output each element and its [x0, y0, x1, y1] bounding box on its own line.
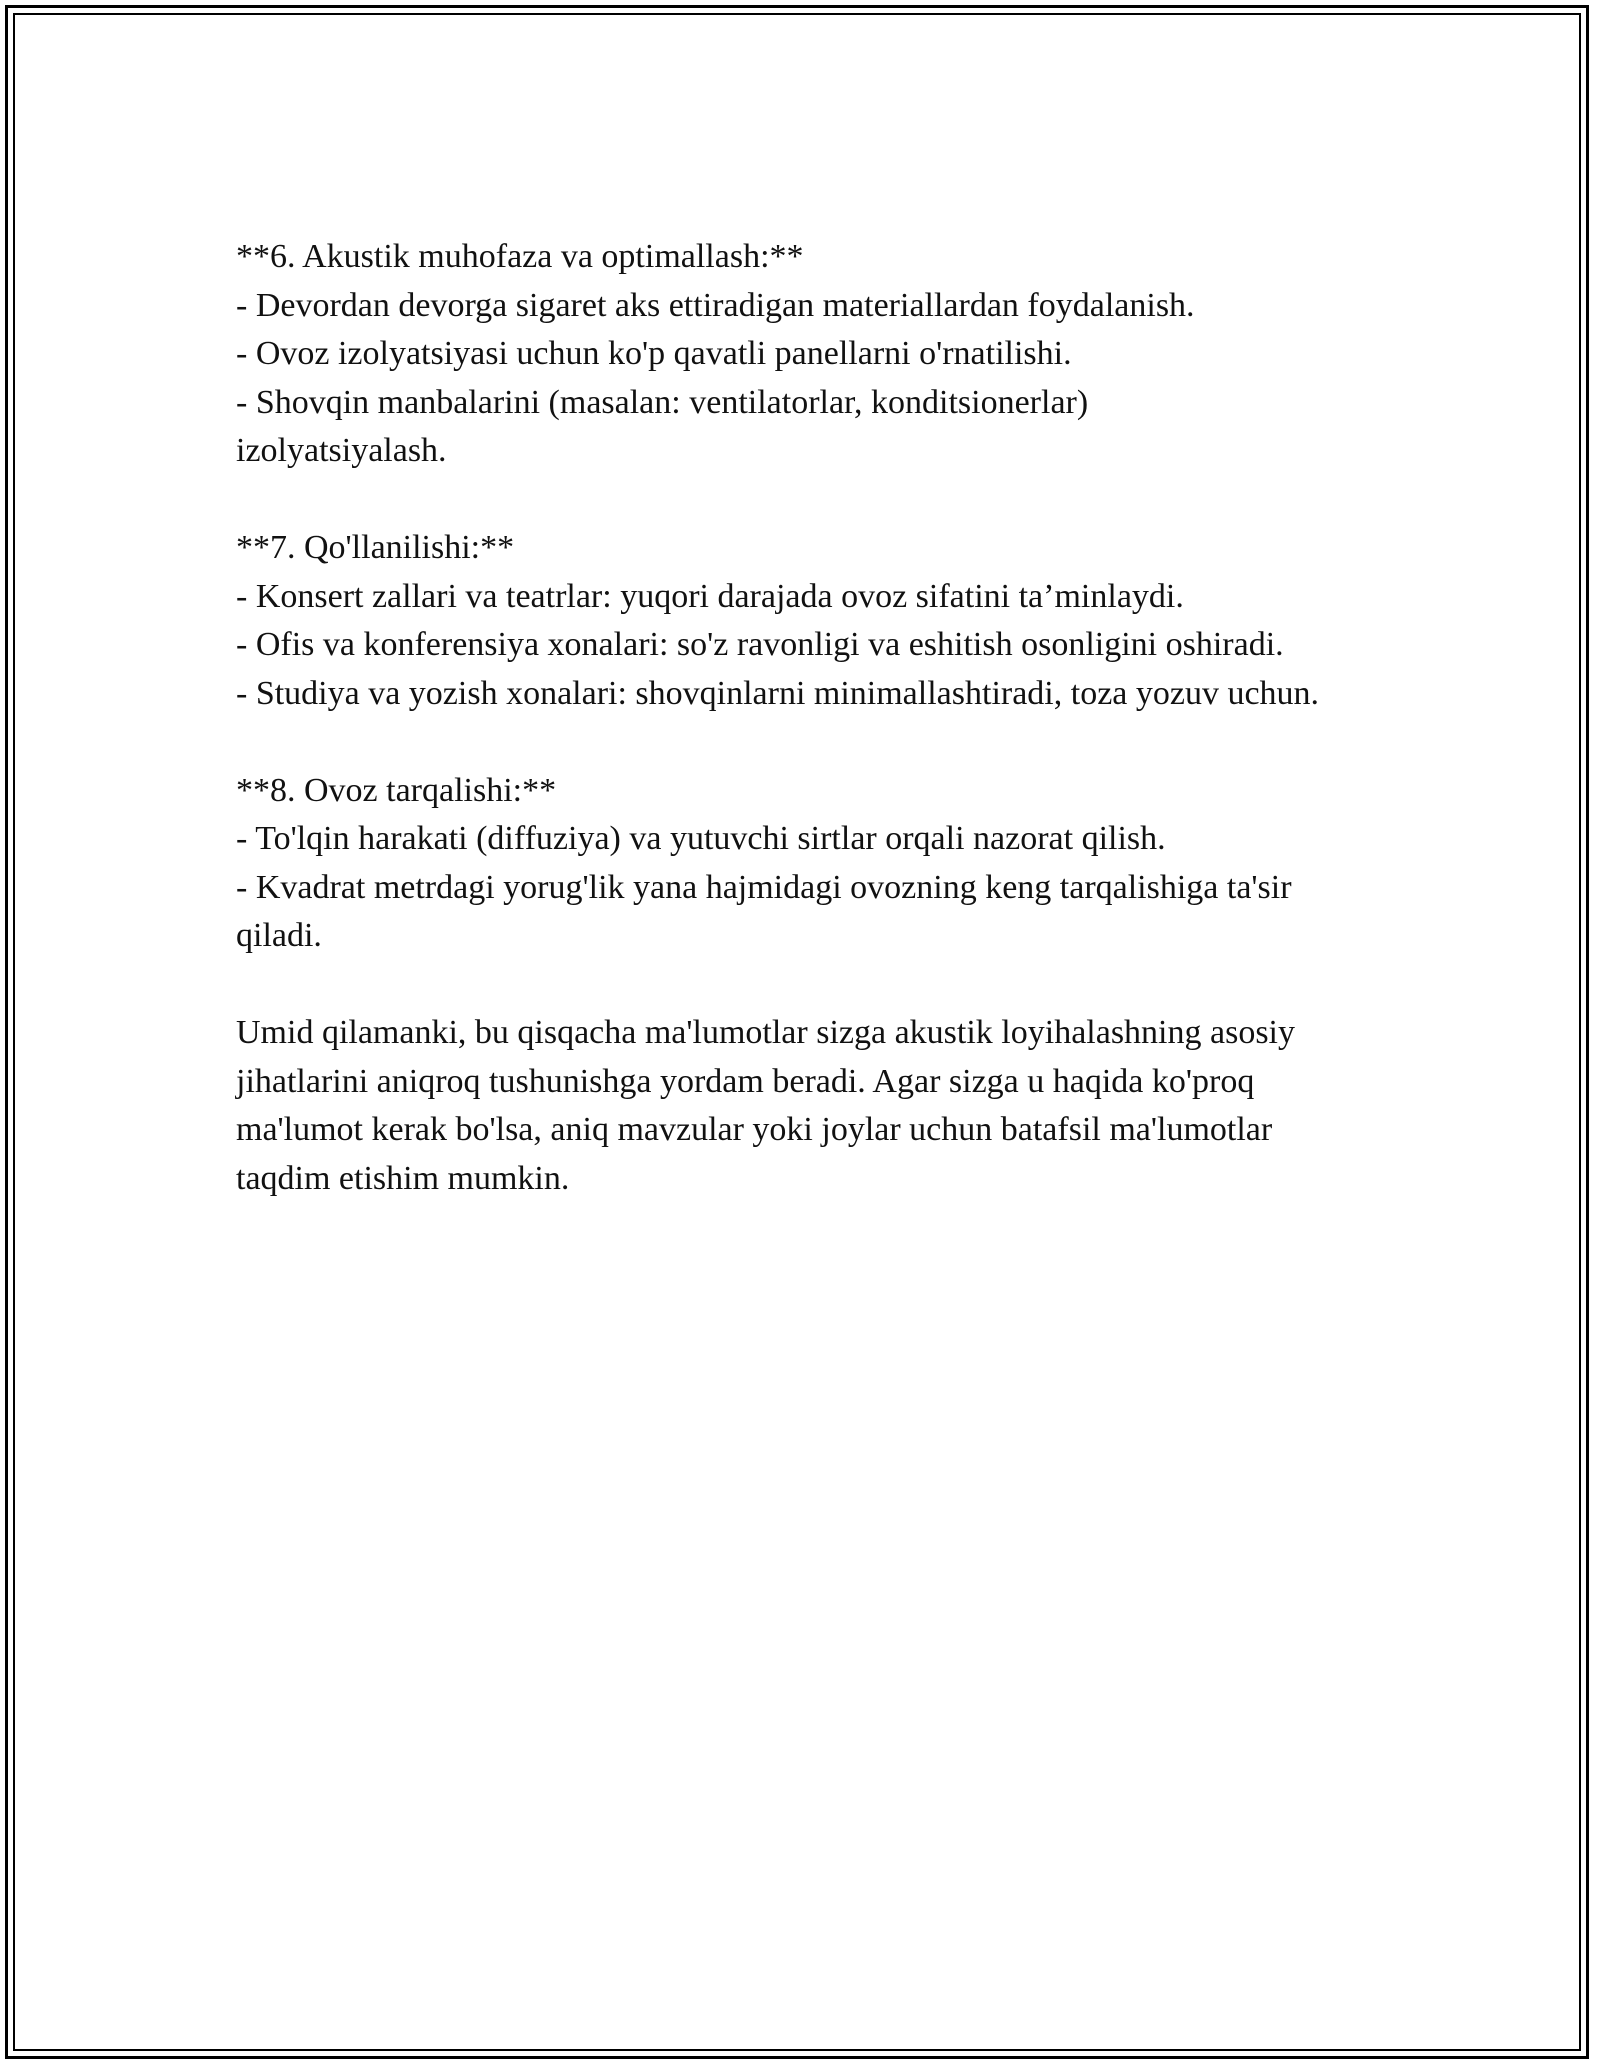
section-sound-distribution [236, 767, 1416, 961]
list-item: - Studiya va yozish xonalari: shovqinlarni minimallashtiradi, toza yozuv uchun. [236, 674, 1320, 712]
section-heading: **7. Qo'llanilishi:** [236, 529, 515, 566]
list-item: - Kvadrat metrdagi yorug'lik yana hajmidagi ovozning keng tarqalishiga ta'sir qiladi. [236, 868, 1292, 954]
list-item: - To'lqin harakati (diffuziya) va yutuvchi sirtlar orqali nazorat qilish. [236, 820, 1166, 857]
list-item: - Shovqin manbalarini (masalan: ventilatorlar, konditsionerlar) izolyatsiyalash. [236, 383, 1089, 469]
list-item: - Ovoz izolyatsiyasi uchun ko'p qavatli panellarni o'rnatilishi. [236, 335, 1072, 372]
closing-paragraph: Umid qilamanki, bu qisqacha ma'lumotlar sizga akustik loyihalashning asosiy jihatlarini aniqroq tushunishga yordam beradi. Agar sizga u haqida ko'proq ma'lumot kerak bo'lsa, aniq mavzular yoki joylar uchun batafsil ma'lumotlar taqdim etishim mumkin. [236, 1014, 1295, 1197]
section-acoustic-protection [236, 233, 1416, 476]
section-heading: **6. Akustik muhofaza va optimallash:** [236, 238, 804, 275]
list-item: - Konsert zallari va teatrlar: yuqori darajada ovoz sifatini ta’minlaydi. [236, 577, 1184, 615]
section-applications [236, 524, 1416, 718]
document-body [236, 233, 1416, 1203]
list-item: - Ofis va konferensiya xonalari: so'z ravonligi va eshitish osonligini oshiradi. [236, 626, 1284, 663]
list-item: - Devordan devorga sigaret aks ettiradigan materiallardan foydalanish. [236, 286, 1195, 324]
section-heading: **8. Ovoz tarqalishi:** [236, 771, 557, 809]
